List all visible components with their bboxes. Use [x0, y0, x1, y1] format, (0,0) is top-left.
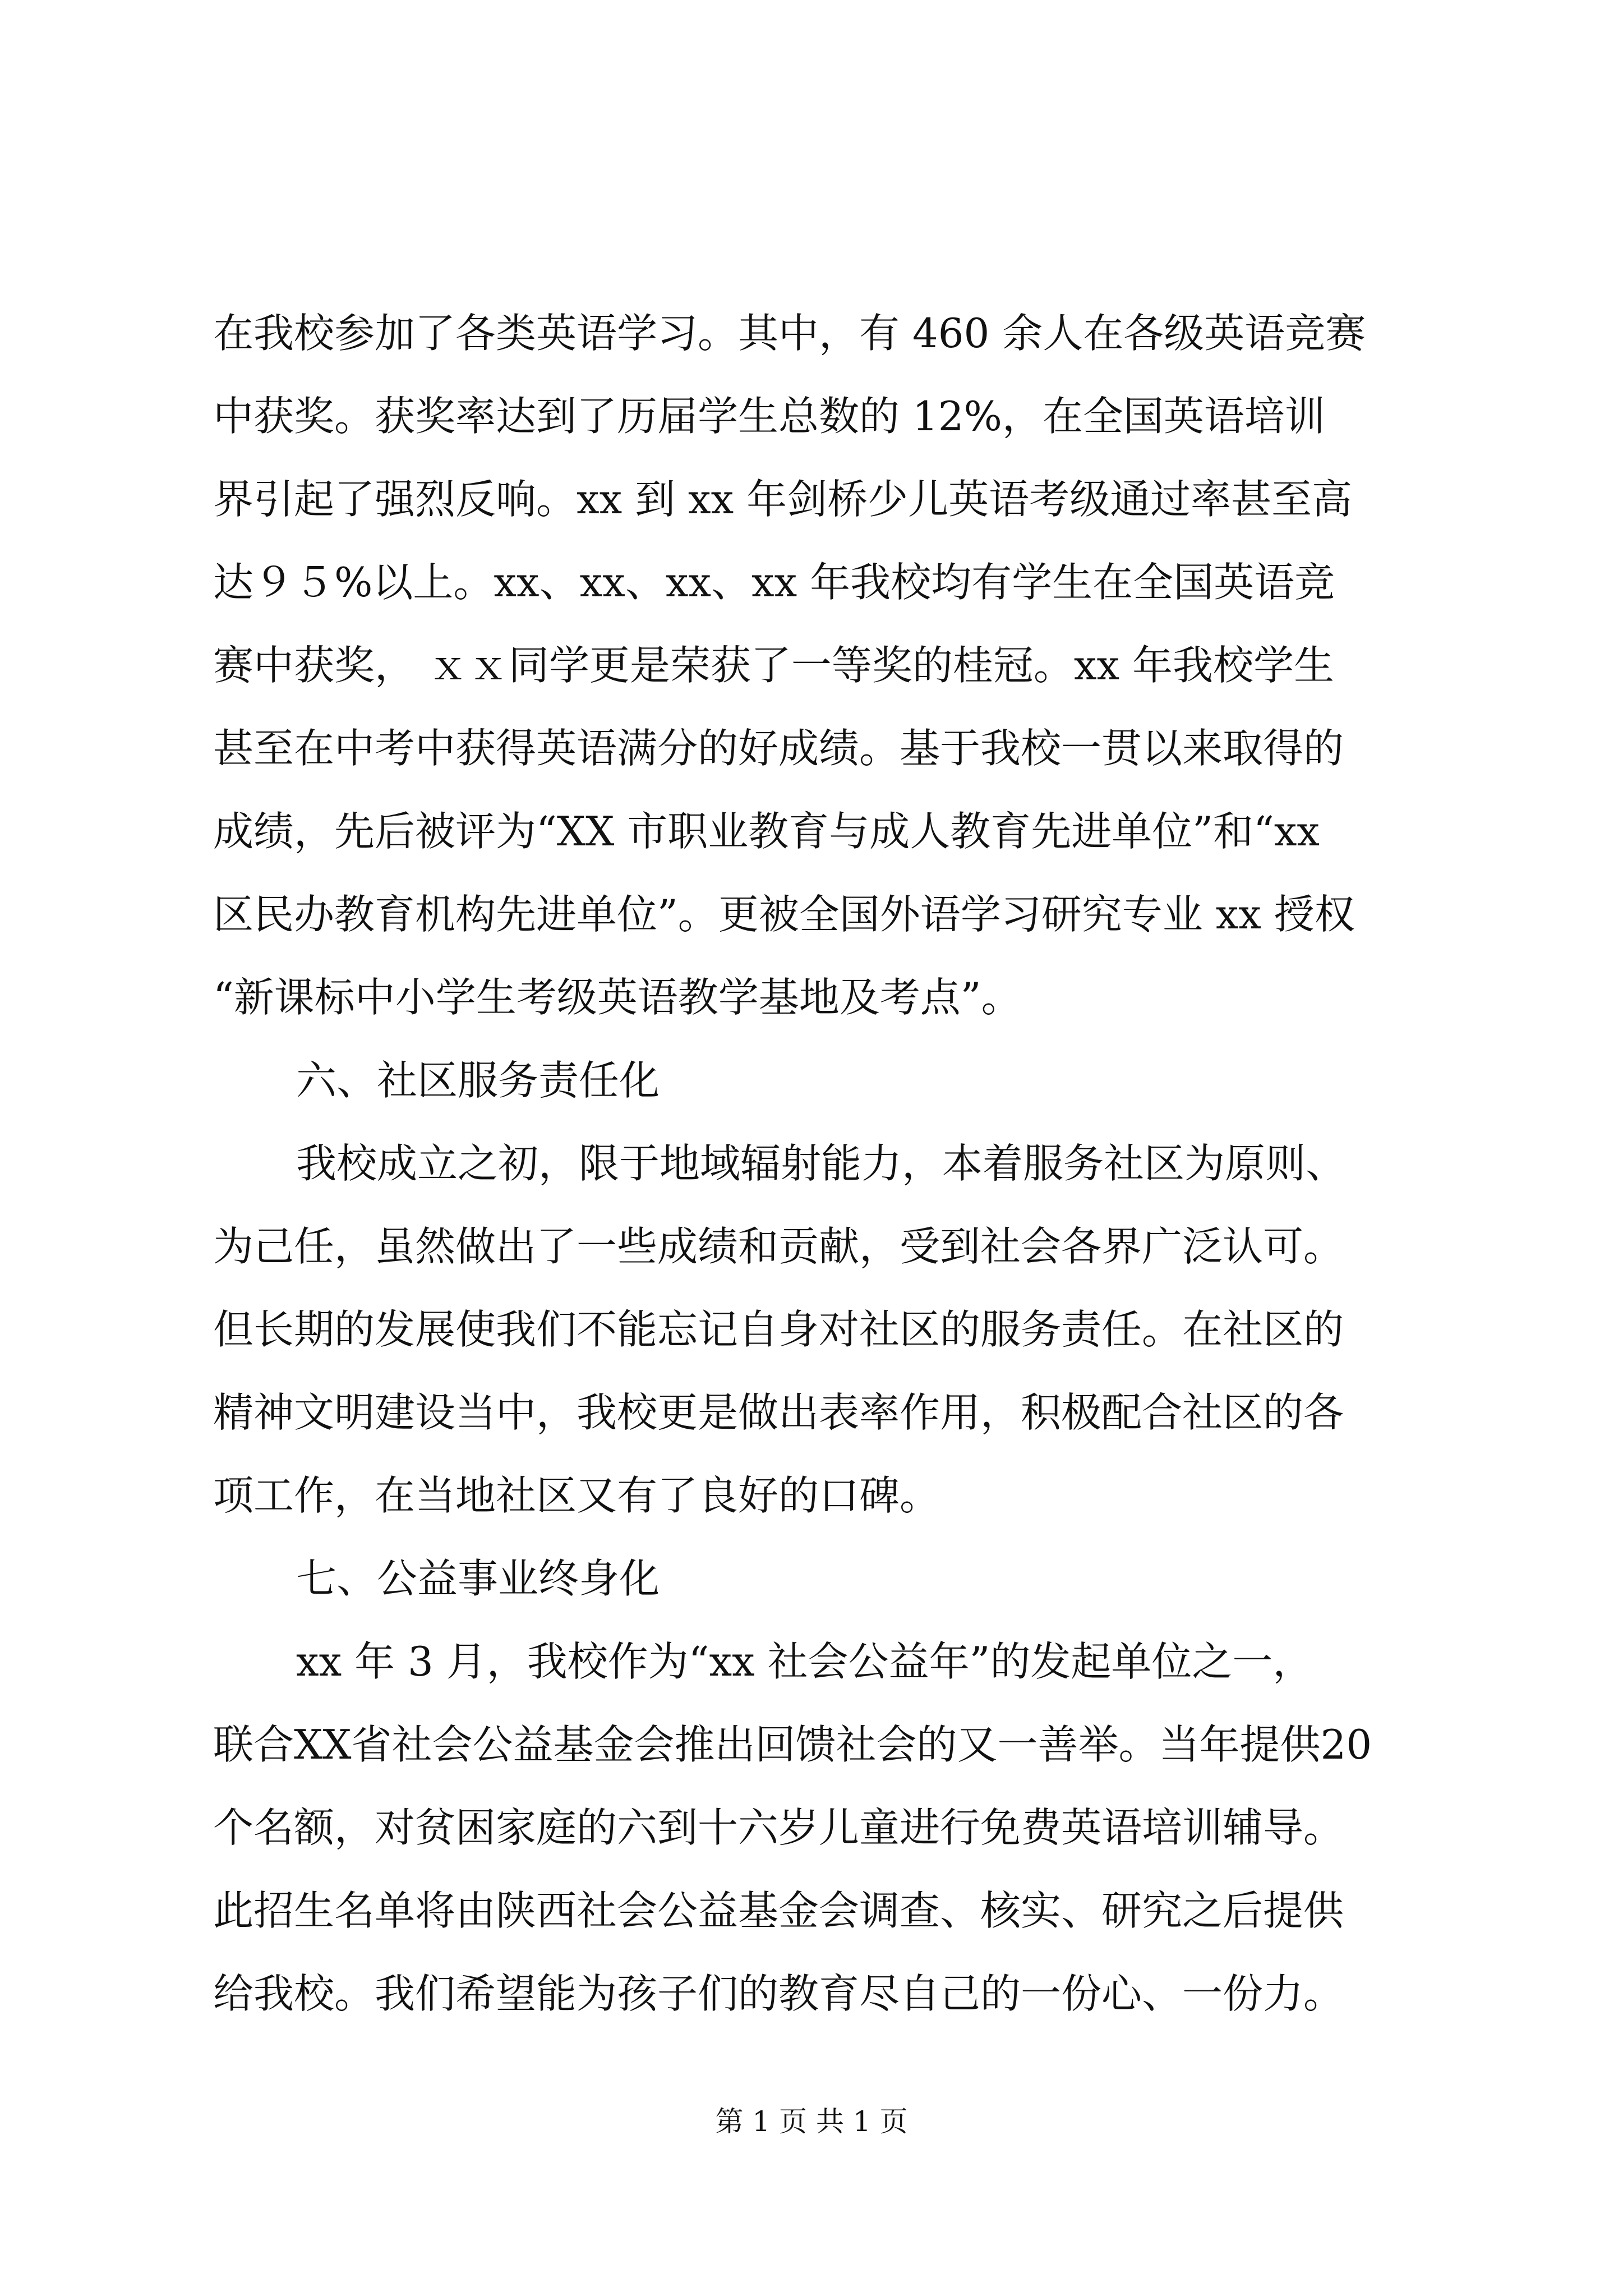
- text-line-1: 在我校参加了各类英语学习。其中，有 460 余人在各级英语竞赛: [213, 310, 1366, 357]
- text-line-13: 但长期的发展使我们不能忘记自身对社区的服务责任。在社区的: [213, 1306, 1344, 1353]
- text-line-6: 甚至在中考中获得英语满分的好成绩。基于我校一贯以来取得的: [213, 725, 1344, 772]
- text-line-17: xx 年 3 月，我校作为“xx 社会公益年”的发起单位之一，: [296, 1638, 1313, 1685]
- section-heading-6: 六、社区服务责任化: [296, 1057, 660, 1104]
- text-line-19: 个名额，对贫困家庭的六到十六岁儿童进行免费英语培训辅导。: [213, 1804, 1344, 1851]
- section-heading-7: 七、公益事业终身化: [296, 1555, 660, 1602]
- text-line-14: 精神文明建设当中，我校更是做出表率作用，积极配合社区的各: [213, 1389, 1344, 1436]
- text-line-21: 给我校。我们希望能为孩子们的教育尽自己的一份心、一份力。: [213, 1970, 1344, 2017]
- text-line-5: 赛中获奖， ｘｘ同学更是荣获了一等奖的桂冠。xx 年我校学生: [213, 642, 1334, 689]
- text-line-18: 联合XX省社会公益基金会推出回馈社会的又一善举。当年提供20: [213, 1721, 1372, 1768]
- text-line-20: 此招生名单将由陕西社会公益基金会调查、核实、研究之后提供: [213, 1887, 1344, 1934]
- text-line-2: 中获奖。获奖率达到了历届学生总数的 12%，在全国英语培训: [213, 393, 1325, 440]
- text-line-12: 为己任，虽然做出了一些成绩和贡献，受到社会各界广泛认可。: [213, 1223, 1344, 1270]
- document-body: [213, 292, 1413, 2035]
- page-number-footer: 第 1 页 共 1 页: [715, 2105, 908, 2138]
- text-line-11: 我校成立之初，限于地域辐射能力，本着服务社区为原则、: [296, 1140, 1347, 1187]
- text-line-4: 达９５%以上。xx、xx、xx、xx 年我校均有学生在全国英语竞: [213, 559, 1335, 606]
- text-line-8: 区民办教育机构先进单位”。更被全国外语学习研究专业 xx 授权: [213, 891, 1355, 938]
- text-line-15: 项工作，在当地社区又有了良好的口碑。: [213, 1472, 940, 1519]
- text-line-7: 成绩，先后被评为“XX 市职业教育与成人教育先进单位”和“xx: [213, 808, 1320, 855]
- text-line-9: “新课标中小学生考级英语教学基地及考点”。: [213, 974, 1022, 1021]
- text-line-3: 界引起了强烈反响。xx 到 xx 年剑桥少儿英语考级通过率甚至高: [213, 476, 1353, 523]
